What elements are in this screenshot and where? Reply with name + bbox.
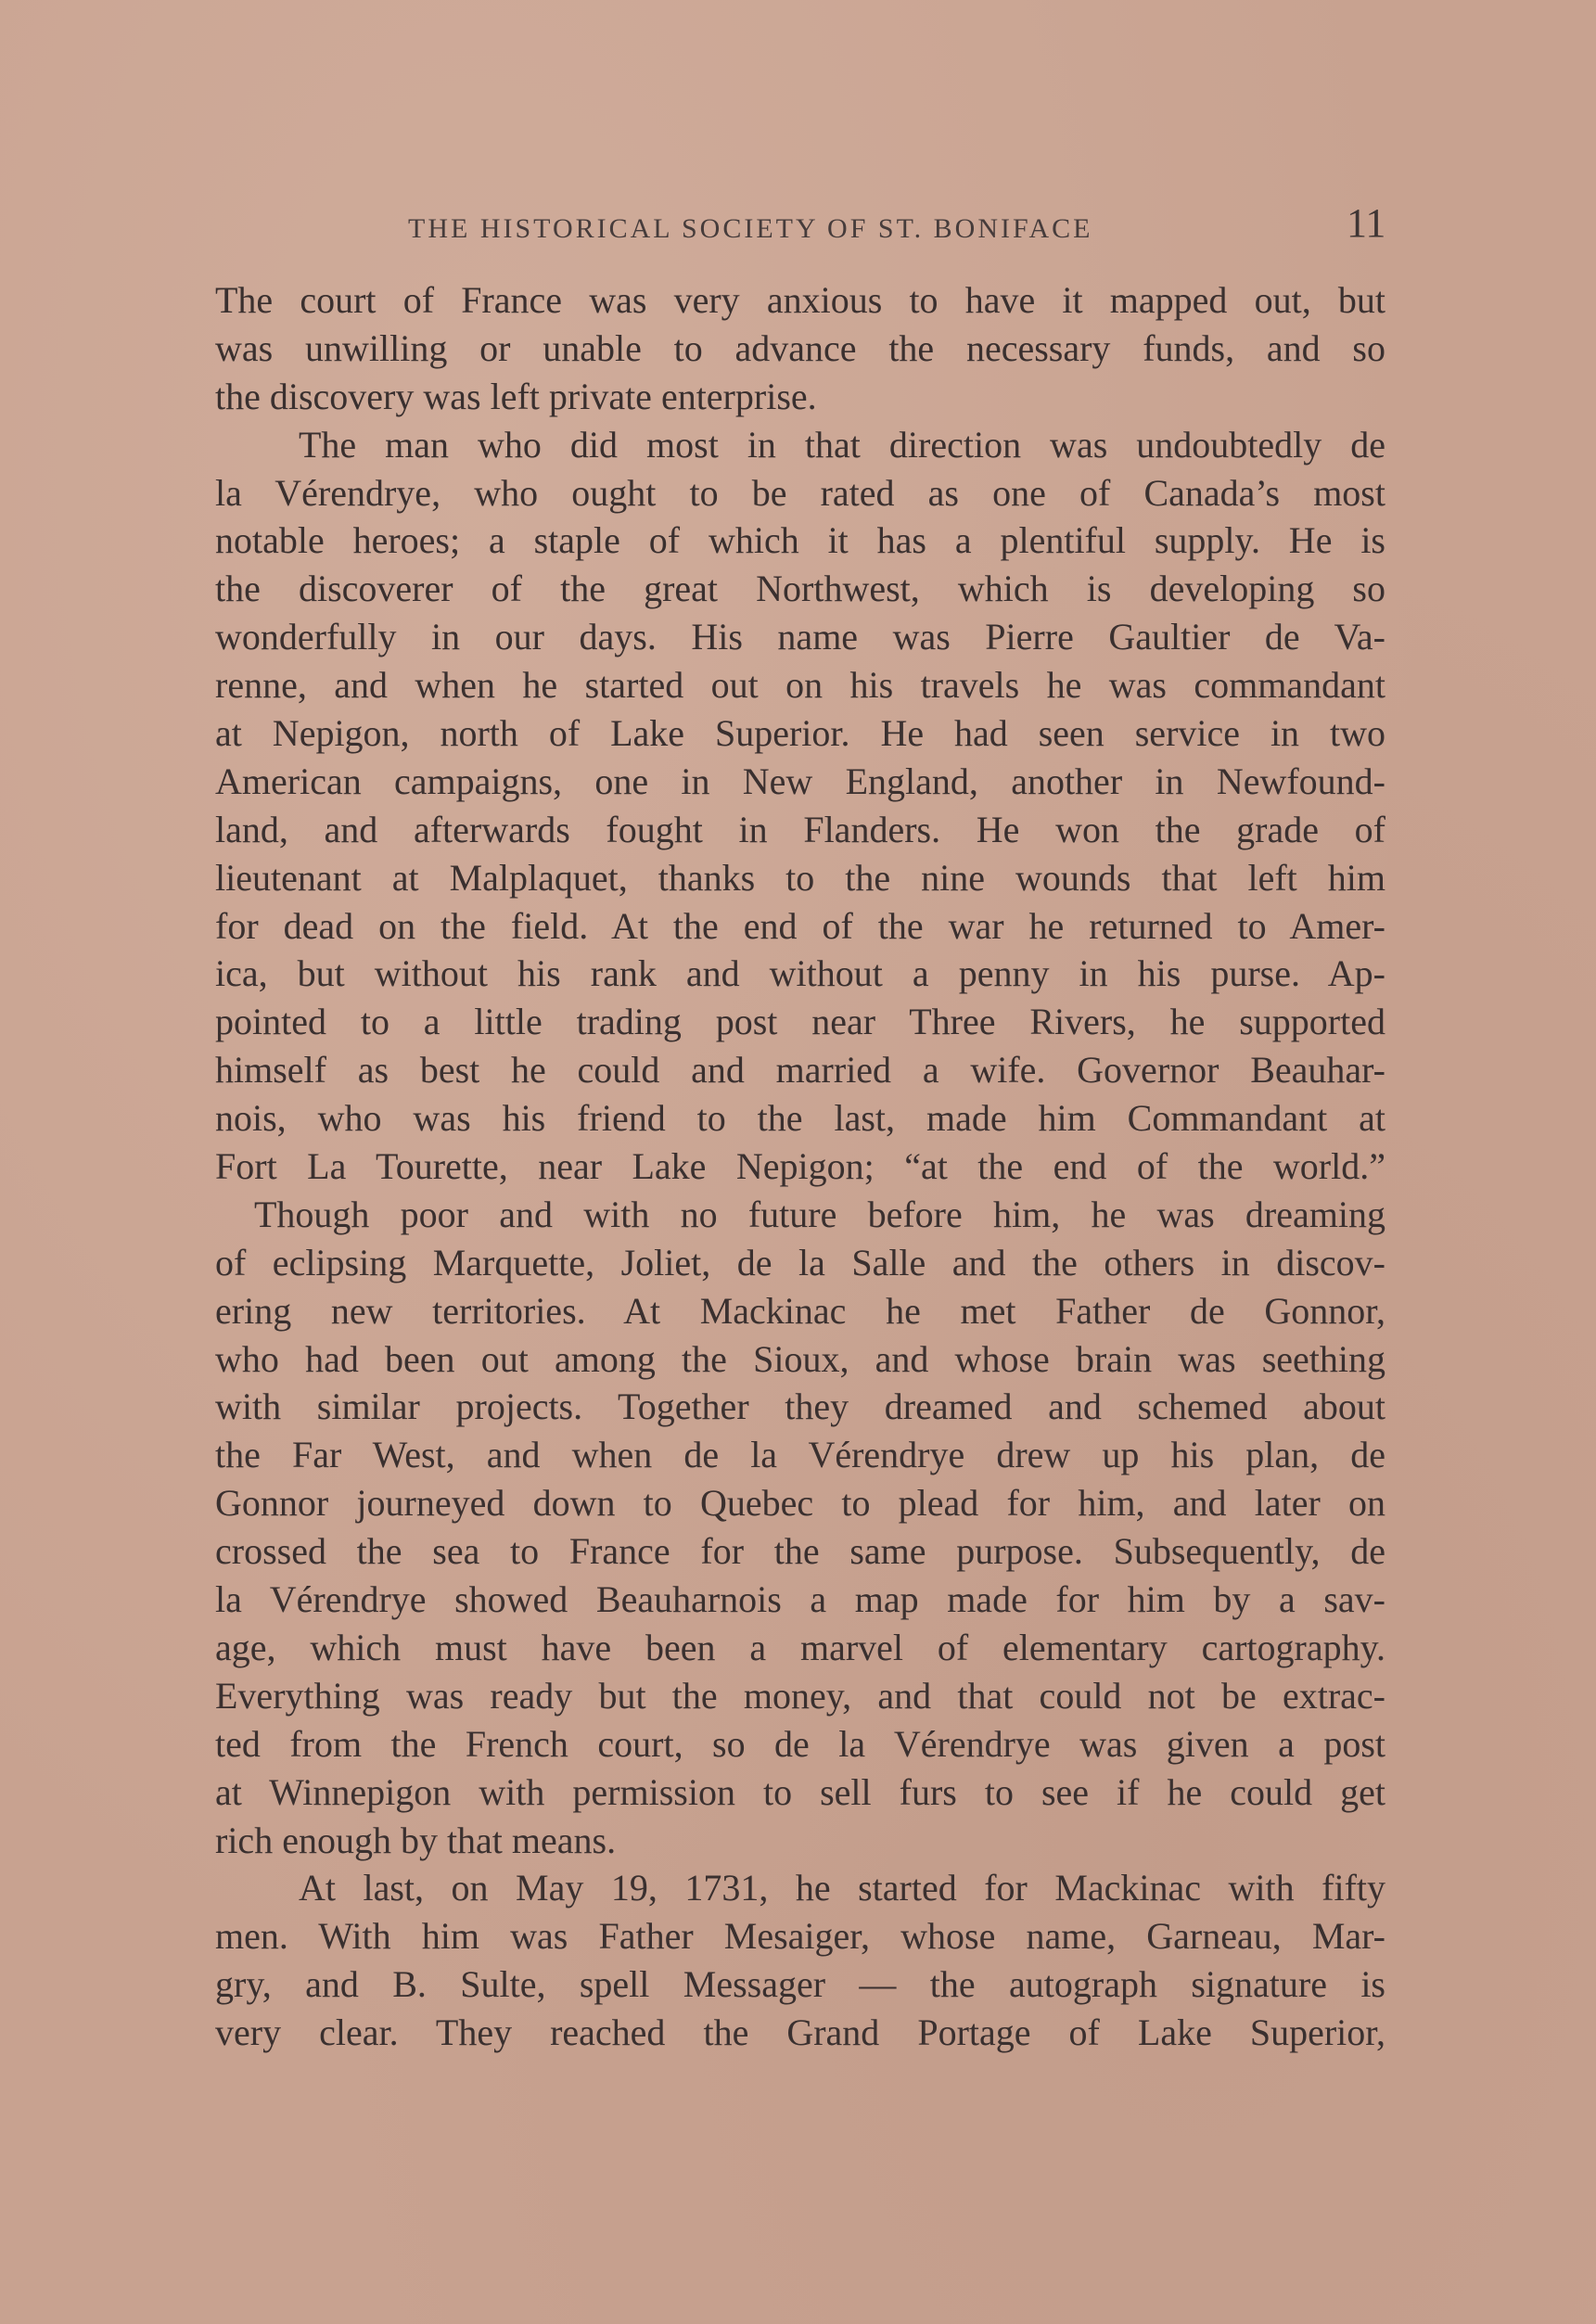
text-line: rich enough by that means. xyxy=(215,1819,617,1861)
text-line: the discoverer of the great Northwest, which is developing so xyxy=(215,568,1385,610)
text-line: la Vérendrye showed Beauharnois a map made for him by a sav- xyxy=(215,1578,1385,1621)
text-line: who had been out among the Sioux, and whose brain was seething xyxy=(215,1337,1385,1380)
text-line: ica, but without his rank and without a penny in his purse. Ap- xyxy=(215,952,1385,995)
text-line: very clear. They reached the Grand Portage of Lake Superior, xyxy=(215,2011,1385,2054)
text-line: himself as best he could and married a wife. Governor Beauhar- xyxy=(215,1049,1385,1092)
text-line: Fort La Tourette, near Lake Nepigon; “at the end of the world.” xyxy=(215,1145,1385,1188)
text-line: land, and afterwards fought in Flanders. He won the grade of xyxy=(215,808,1385,850)
text-line: nois, who was his friend to the last, made him Commandant at xyxy=(215,1097,1385,1140)
text-line: of eclipsing Marquette, Joliet, de la Salle and the others in discov- xyxy=(215,1241,1385,1283)
text-line: American campaigns, one in New England, another in Newfound- xyxy=(215,760,1385,802)
text-line: The man who did most in that direction was undoubtedly de xyxy=(299,423,1385,466)
text-line: gry, and B. Sulte, spell Messager — the autograph signature is xyxy=(215,1963,1385,2006)
body-text xyxy=(215,276,1385,2057)
running-head: THE HISTORICAL SOCIETY OF ST. BONIFACE xyxy=(408,213,1093,244)
text-line: pointed to a little trading post near Three Rivers, he supported xyxy=(215,1001,1385,1043)
text-line: the discovery was left private enterprise. xyxy=(215,375,817,417)
text-line: la Vérendrye, who ought to be rated as one of Canada’s most xyxy=(215,471,1385,514)
text-line: The court of France was very anxious to have it mapped out, but xyxy=(215,279,1385,321)
text-line: the Far West, and when de la Vérendrye drew up his plan, de xyxy=(215,1434,1385,1476)
page-number: 11 xyxy=(1347,200,1386,246)
text-line: at Nepigon, north of Lake Superior. He had seen service in two xyxy=(215,712,1385,755)
text-line: Everything was ready but the money, and that could not be extrac- xyxy=(215,1674,1385,1717)
text-line: At last, on May 19, 1731, he started for Mackinac with fifty xyxy=(299,1867,1385,1909)
text-line: Gonnor journeyed down to Quebec to plead for him, and later on xyxy=(215,1482,1385,1525)
text-line: men. With him was Father Mesaiger, whose name, Garneau, Mar- xyxy=(215,1915,1385,1958)
text-line: renne, and when he started out on his travels he was commandant xyxy=(215,664,1385,707)
text-line: at Winnepigon with permission to sell furs to see if he could get xyxy=(215,1770,1385,1813)
text-line: lieutenant at Malplaquet, thanks to the nine wounds that left him xyxy=(215,856,1385,899)
text-line: ering new territories. At Mackinac he met Father de Gonnor, xyxy=(215,1289,1385,1332)
text-line: notable heroes; a staple of which it has a plentiful supply. He is xyxy=(215,519,1385,562)
text-line: for dead on the field. At the end of the war he returned to Amer- xyxy=(215,904,1385,947)
text-line: ted from the French court, so de la Vérendrye was given a post xyxy=(215,1722,1385,1765)
text-line: Though poor and with no future before him, he was dreaming xyxy=(254,1193,1385,1235)
text-line: was unwilling or unable to advance the necessary funds, and so xyxy=(215,326,1385,369)
text-line: age, which must have been a marvel of elementary cartography. xyxy=(215,1626,1385,1668)
text-line: wonderfully in our days. His name was Pierre Gaultier de Va- xyxy=(215,616,1385,658)
text-line: crossed the sea to France for the same purpose. Subsequently, de xyxy=(215,1530,1385,1573)
text-line: with similar projects. Together they dreamed and schemed about xyxy=(215,1385,1385,1428)
